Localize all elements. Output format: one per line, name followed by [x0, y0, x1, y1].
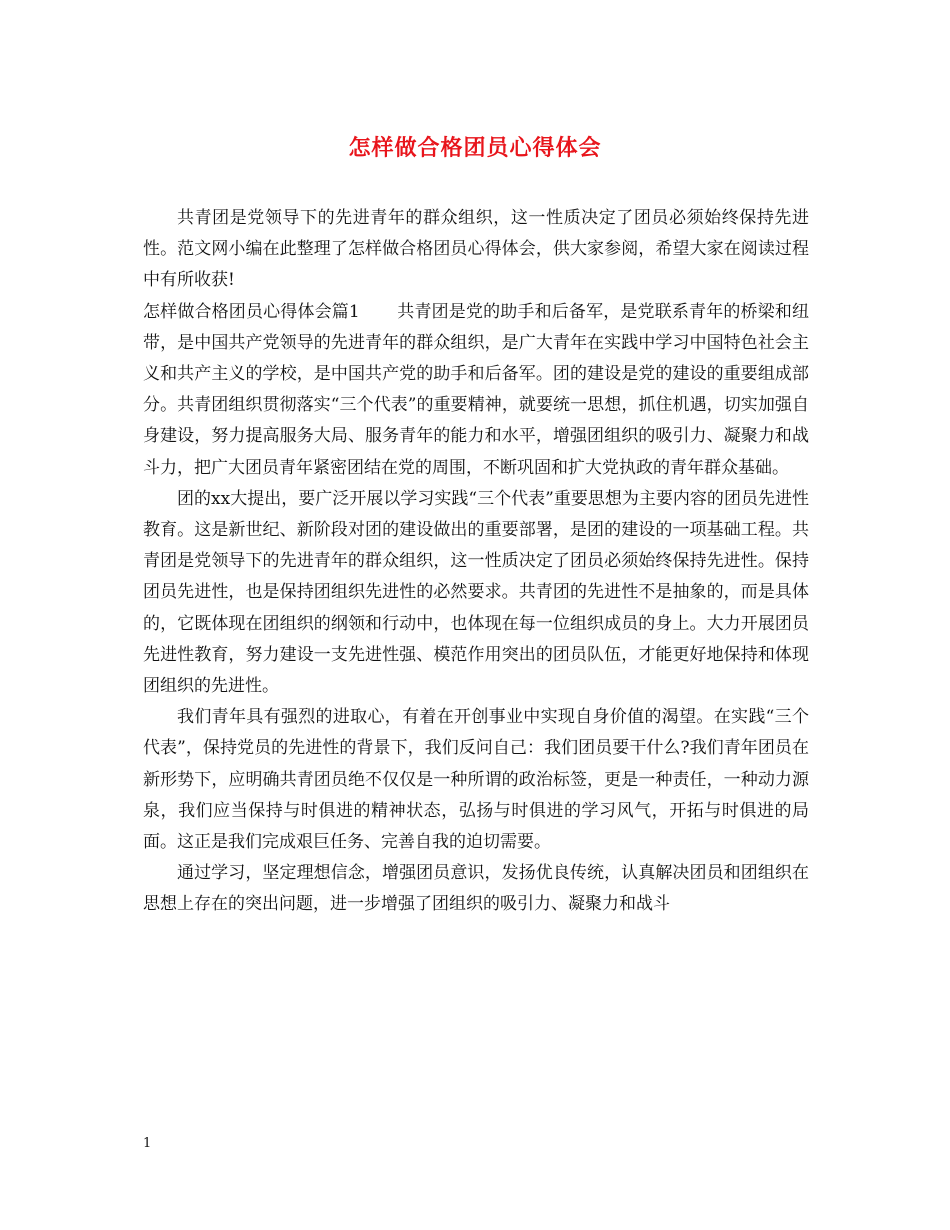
- section-paragraph: [143, 297, 809, 484]
- document-title: 怎样做合格团员心得体会: [348, 135, 602, 161]
- section-first-paragraph: 共青团是党的助手和后备军，是党联系青年的桥梁和纽带，是中国共产党领导的先进青年的群众组织，是广大青年在实践中学习中国特色社会主义和共产主义的学校，是中国共产党的助手和后备军。团的建设是党的建设的重要组成部分。共青团组织贯彻落实“三个代表”的重要精神，就要统一思想，抓住机遇，切实加强自身建设，努力提高服务大局、服务青年的能力和水平，增强团组织的吸引力、凝聚力和战斗力，把广大团员青年紧密团结在党的周围，不断巩固和扩大党执政的青年群众基础。: [143, 301, 809, 478]
- document-body: [143, 203, 809, 921]
- body-paragraph: 我们青年具有强烈的进取心，有着在开创事业中实现自身价值的渴望。在实践“三个代表”，保持党员的先进性的背景下，我们反问自己：我们团员要干什么?我们青年团员在新形势下，应明确共青团员绝不仅仅是一种所谓的政治标签，更是一种责任，一种动力源泉，我们应当保持与时俱进的精神状态，弘扬与时俱进的学习风气，开拓与时俱进的局面。这正是我们完成艰巨任务、完善自我的迫切需要。: [143, 707, 809, 853]
- page-number: 1: [143, 1136, 152, 1151]
- section-heading: 怎样做合格团员心得体会篇1: [143, 301, 360, 322]
- body-paragraph: 通过学习，坚定理想信念，增强团员意识，发扬优良传统，认真解决团员和团组织在思想上存在的突出问题，进一步增强了团组织的吸引力、凝聚力和战斗: [143, 863, 809, 915]
- body-paragraph: 团的xx大提出，要广泛开展以学习实践“三个代表”重要思想为主要内容的团员先进性教育。这是新世纪、新阶段对团的建设做出的重要部署，是团的建设的一项基础工程。共青团是党领导下的先进青年的群众组织，这一性质决定了团员必须始终保持先进性。保持团员先进性，也是保持团组织先进性的必然要求。共青团的先进性不是抽象的，而是具体的，它既体现在团组织的纲领和行动中，也体现在每一位组织成员的身上。大力开展团员先进性教育，努力建设一支先进性强、模范作用突出的团员队伍，才能更好地保持和体现团组织的先进性。: [143, 488, 809, 697]
- intro-paragraph: 共青团是党领导下的先进青年的群众组织，这一性质决定了团员必须始终保持先进性。范文网小编在此整理了怎样做合格团员心得体会，供大家参阅，希望大家在阅读过程中有所收获!: [143, 208, 809, 291]
